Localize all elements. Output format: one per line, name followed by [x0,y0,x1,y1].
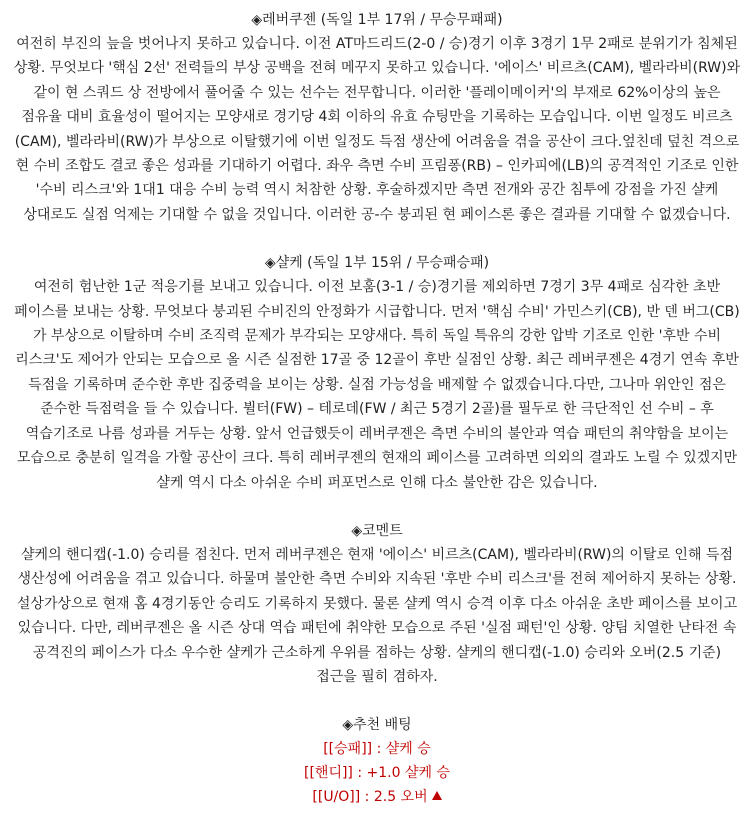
bet-handicap-line: [[핸디]] : +1.0 샬케 승 [304,765,450,782]
schalke-section [12,251,742,495]
comment-title: ◈코멘트 [351,522,403,539]
comment-body: 샬케의 핸디캡(-1.0) 승리를 점친다. 먼저 레버쿠젠은 현재 '에이스' 비르츠(CAM), 벨라라비(RW)의 이탈로 인해 득점 생산성에 어려움을 겪고 있습니다. 하물며 불안한 측면 수비와 지속된 '후반 수비 리스크'를 전혀 제어하지 못하는 상황. 설상가상으로 현재 홈 4경기동안 승리도 기록하지 못했다. 물론 샬케 역시 승격 이후 다소 아쉬운 초반 페이스를 보이고 있습니다. 다만, 레버쿠젠은 올 시즌 상대 역습 패턴에 취약한 모습으로 주된 '실점 패턴'인 상황. 양팀 치열한 난타전 속 공격진의 페이스가 다소 우수한 샬케가 근소하게 우위를 점하는 상황. 샬케의 핸디캡(-1.0) 승리와 오버(2.5 기준) 접근을 필히 겸하자. [16,546,738,685]
up-triangle-icon [432,791,442,800]
section-gap [12,689,742,713]
leverkusen-section [12,8,742,227]
section-gap [12,227,742,251]
bet-result-line: [[승패]] : 샬케 승 [323,741,431,758]
leverkusen-title: ◈레버쿠젠 (독일 1부 17위 / 무승무패패) [251,12,503,28]
section-gap [12,495,742,519]
schalke-title: ◈샬케 (독일 1부 15위 / 무승패승패) [264,255,490,272]
recommend-section [12,713,742,809]
recommend-title: ◈추천 배팅 [342,717,412,734]
schalke-body: 여전히 험난한 1군 적응기를 보내고 있습니다. 이전 보훔(3-1 / 승)경기를 제외하면 7경기 3무 4패로 심각한 초반 페이스를 보내는 상황. 무엇보다 붕괴된 수비진의 안정화가 시급합니다. 먼저 '핵심 수비' 가민스키(CB), 반 덴 버그(CB)가 부상으로 이탈하며 수비 조직력 문제가 부각되는 모양새다. 특히 독일 특유의 강한 압박 기조로 인한 '후반 수비 리스크'도 제어가 안되는 모습으로 올 시즌 실점한 17골 중 12골이 후반 실점인 상황. 최근 레버쿠젠은 4경기 연속 후반 득점을 기록하며 준수한 후반 집중력을 보이는 상황. 실점 가능성을 배제할 수 없겠습니다.다만, 그나마 위안인 점은 준수한 득점력을 들 수 있습니다. 뷜터(FW) – 테로데(FW / 최근 5경기 2골)를 필두로 한 극단적인 선 수비 – 후 역습기조로 나름 성과를 거두는 상황. 앞서 언급했듯이 레버쿠젠은 측면 수비의 불안과 역습 패턴의 취약함을 보이는 모습으로 충분히 일격을 가할 공산이 크다. 특히 레버쿠젠의 현재의 페이스를 고려하면 의외의 결과도 노릴 수 있겠지만 샬케 역시 다소 아쉬운 수비 퍼포먼스로 인해 다소 불안한 감은 있습니다. [14,279,740,491]
bet-over-under-line [12,785,742,809]
comment-section [12,519,742,689]
leverkusen-body: 여전히 부진의 늪을 벗어나지 못하고 있습니다. 이전 AT마드리드(2-0 / 승)경기 이후 3경기 1무 2패로 분위기가 침체된 상황. 무엇보다 '핵심 2선' 전력들의 부상 공백을 전혀 메꾸지 못하고 있습니다. '에이스' 비르츠(CAM), 벨라라비(RW)와 같이 현 스쿼드 상 전방에서 풀어줄 수 있는 선수는 전무합니다. 이러한 '플레이메이커'의 부재로 62%이상의 높은 점유율 대비 효율성이 떨어지는 모양새로 경기당 4회 이하의 유효 슈팅만을 기록하는 모습입니다. 이번 일정도 비르츠(CAM), 벨라라비(RW)가 부상으로 이탈했기에 이번 일정도 득점 생산에 어려움을 겪을 공산이 크다.엎친데 덮친 격으로 현 수비 조합도 결코 좋은 성과를 기대하기 어렵다. 좌우 측면 수비 프림퐁(RB) – 인카피에(LB)의 공격적인 기조로 인한 '수비 리스크'와 1대1 대응 수비 능력 역시 처참한 상황. 후술하겠지만 측면 전개와 공간 침투에 강점을 가진 샬케 상대로도 실점 억제는 기대할 수 없을 것입니다. 이러한 공-수 붕괴된 현 페이스론 좋은 결과를 기대할 수 없겠습니다. [13,36,741,223]
bet-over-under-text: [[U/O]] : 2.5 오버 [312,789,428,806]
